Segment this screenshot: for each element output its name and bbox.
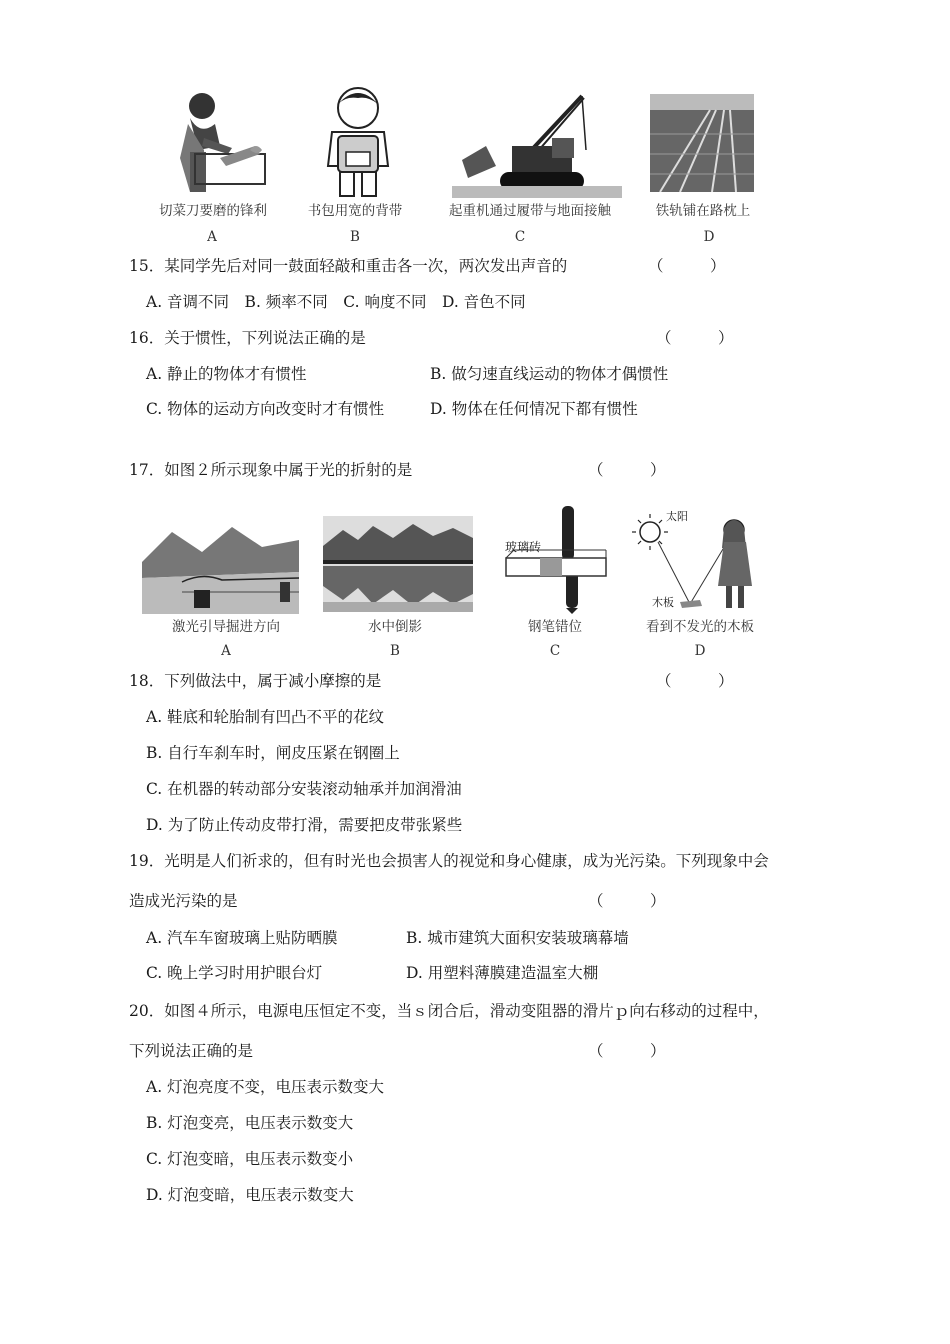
figure-2-caption-d: 看到不发光的木板	[646, 619, 754, 635]
question-20-option-a: A. 灯泡亮度不变，电压表示数变大	[146, 1078, 385, 1096]
question-20-option-c: C. 灯泡变暗，电压表示数变小	[146, 1150, 354, 1168]
question-19-option-b: B. 城市建筑大面积安装玻璃幕墙	[406, 929, 629, 947]
question-18-option-c: C. 在机器的转动部分安装滚动轴承并加润滑油	[146, 780, 462, 798]
figure-1-caption-c: 起重机通过履带与地面接触	[449, 203, 611, 219]
question-19-option-a: A. 汽车车窗玻璃上贴防晒膜	[146, 929, 338, 947]
knife-sharpening-illustration	[160, 88, 270, 200]
question-16-option-d: D. 物体在任何情况下都有惯性	[430, 400, 638, 418]
water-reflection-photo	[323, 516, 473, 612]
figure-2-letter-b: B	[390, 643, 400, 659]
question-17-stem: 17．如图２所示现象中属于光的折射的是	[129, 461, 413, 479]
figure-2-letter-c: C	[549, 643, 561, 659]
question-16-stem: 16．关于惯性，下列说法正确的是	[129, 329, 366, 347]
question-20-stem-continued: 下列说法正确的是	[129, 1042, 254, 1060]
question-19-stem-continued: 造成光污染的是	[129, 892, 238, 910]
question-18-option-a: A. 鞋底和轮胎制有凹凸不平的花纹	[146, 708, 385, 726]
question-19-option-d: D. 用塑料薄膜建造温室大棚	[406, 964, 599, 982]
question-19-stem: 19．光明是人们祈求的，但有时光也会损害人的视觉和身心健康，成为光污染。下列现象中会	[129, 852, 769, 870]
question-15-options: A. 音调不同 B. 频率不同 C. 响度不同 D. 音色不同	[146, 293, 526, 311]
glass-brick-label: 玻璃砖	[505, 540, 542, 554]
question-20-option-b: B. 灯泡变亮，电压表示数变大	[146, 1114, 354, 1132]
railway-track-photo	[650, 94, 754, 192]
figure-2-letter-d: D	[694, 643, 706, 659]
question-18-stem: 18．下列做法中，属于减小摩擦的是	[129, 672, 382, 690]
figure-1-letter-c: C	[514, 229, 526, 245]
question-19-answer-blank: （ ）	[588, 892, 666, 910]
question-15-answer-blank: （ ）	[648, 257, 726, 275]
figure-2-caption-b: 水中倒影	[368, 619, 422, 635]
laser-tunnel-illustration	[142, 522, 299, 614]
figure-1-letter-b: B	[350, 229, 360, 245]
question-17-answer-blank: （ ）	[588, 461, 666, 479]
question-16-option-b: B. 做匀速直线运动的物体才偶惯性	[430, 365, 669, 383]
figure-2-caption-a: 激光引导掘进方向	[172, 619, 280, 635]
girl-sun-board-illustration	[628, 508, 768, 614]
question-16-option-a: A. 静止的物体才有惯性	[146, 365, 307, 383]
backpack-child-illustration	[318, 86, 398, 200]
figure-1-caption-b: 书包用宽的背带	[307, 203, 403, 219]
sun-label: 太阳	[666, 510, 688, 523]
figure-1-caption-d: 铁轨铺在路枕上	[655, 203, 751, 219]
crawler-crane-illustration	[452, 90, 622, 198]
question-20-answer-blank: （ ）	[588, 1042, 666, 1060]
question-20-option-d: D. 灯泡变暗，电压表示数变大	[146, 1186, 354, 1204]
question-18-option-d: D. 为了防止传动皮带打滑，需要把皮带张紧些	[146, 816, 463, 834]
question-20-stem: 20．如图４所示，电源电压恒定不变，当ｓ闭合后，滑动变阻器的滑片ｐ向右移动的过程中，	[129, 1002, 769, 1020]
question-16-option-c: C. 物体的运动方向改变时才有惯性	[146, 400, 385, 418]
question-18-answer-blank: （ ）	[656, 672, 734, 690]
figure-2-letter-a: A	[221, 643, 231, 659]
figure-1-letter-d: D	[703, 229, 715, 245]
board-label: 木板	[652, 596, 674, 609]
question-19-option-c: C. 晚上学习时用护眼台灯	[146, 964, 323, 982]
figure-1-caption-a: 切菜刀要磨的锋利	[159, 203, 267, 219]
question-18-option-b: B. 自行车刹车时，闸皮压紧在钢圈上	[146, 744, 400, 762]
figure-2-caption-c: 钢笔错位	[528, 619, 582, 635]
question-15-stem: 15．某同学先后对同一鼓面轻敲和重击各一次，两次发出声音的	[129, 257, 568, 275]
question-16-answer-blank: （ ）	[656, 329, 734, 347]
figure-1-letter-a: A	[207, 229, 217, 245]
pen-glass-brick-illustration	[500, 506, 610, 614]
